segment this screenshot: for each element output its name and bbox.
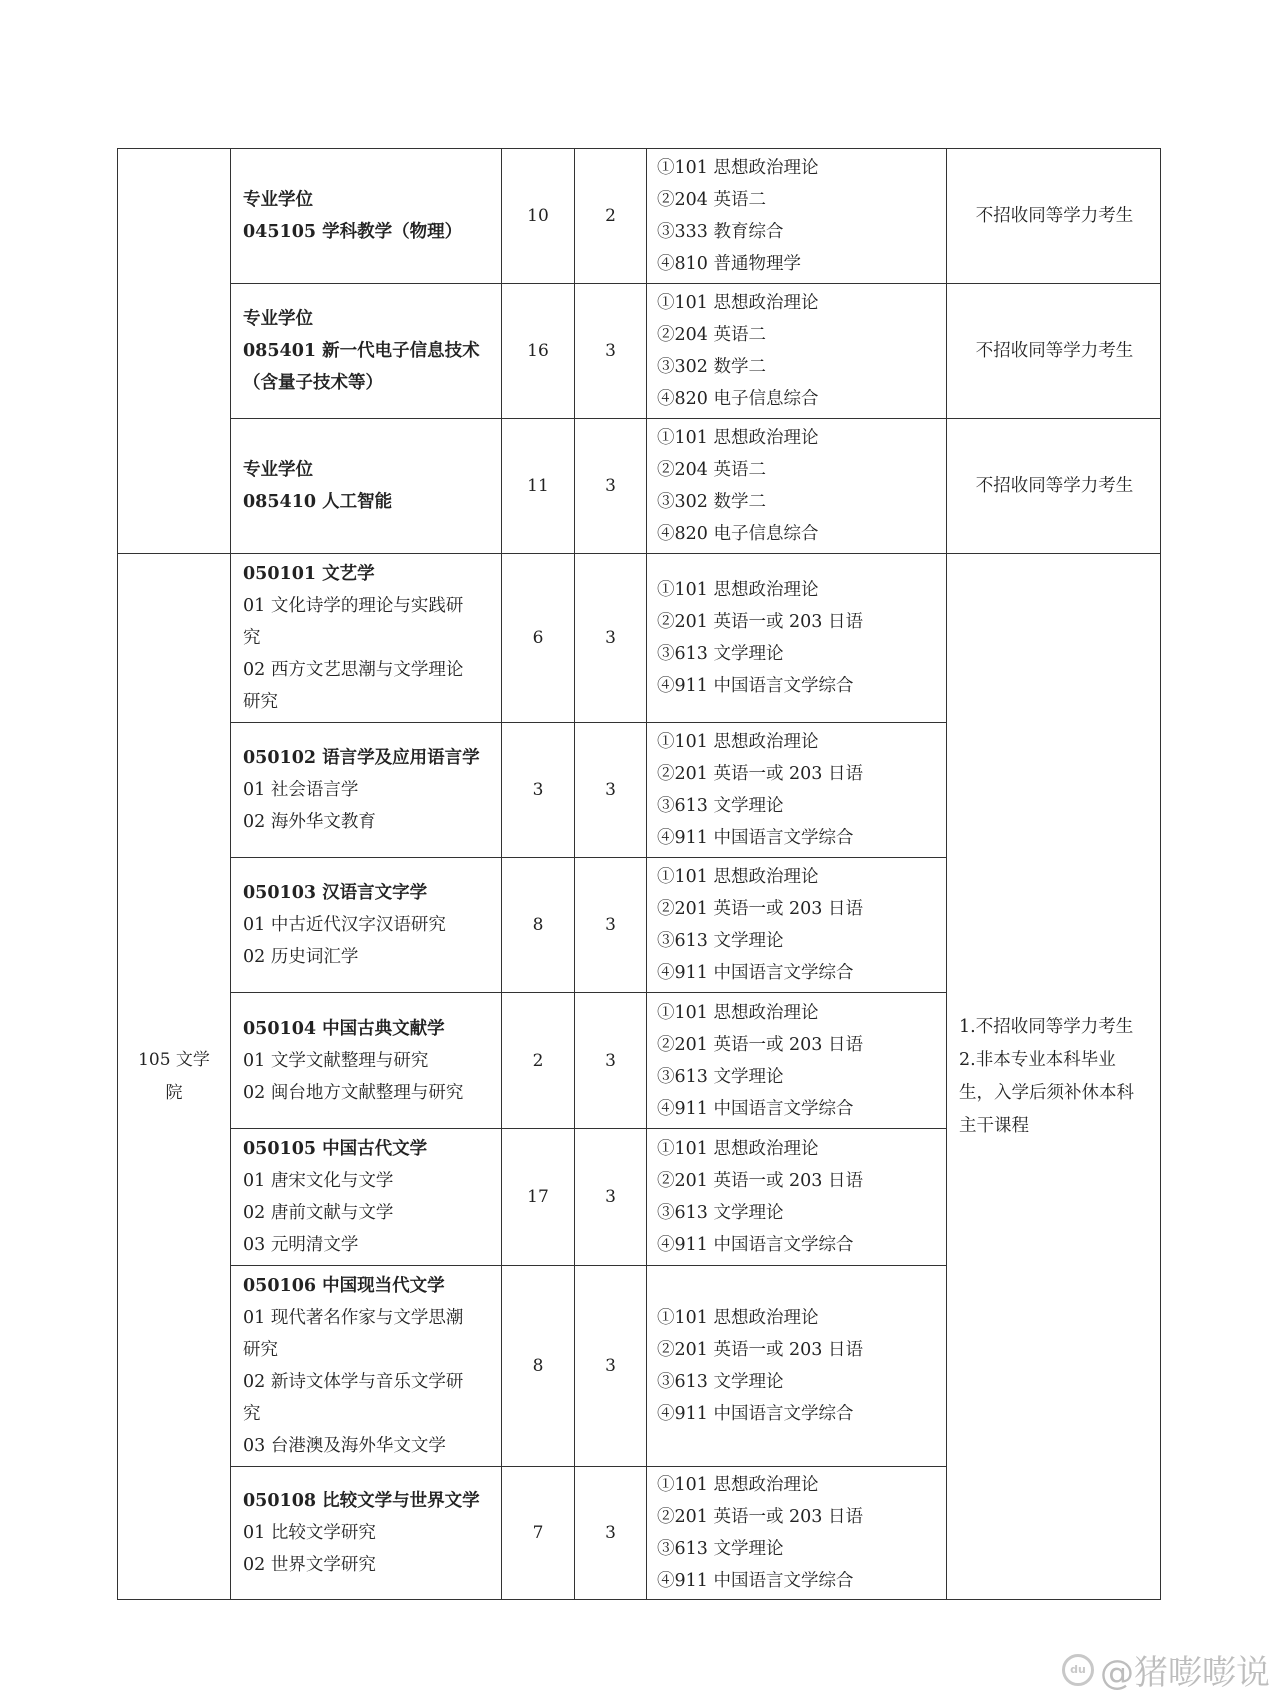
major-title: 085401 新一代电子信息技术	[243, 341, 480, 361]
exam-item: ②204 英语二	[657, 325, 766, 345]
direction-item: 01 现代著名作家与文学思潮	[243, 1308, 464, 1328]
direction-item: 究	[243, 628, 261, 648]
direction-item: 02 西方文艺思潮与文学理论	[243, 660, 464, 680]
exam-item: ①101 思想政治理论	[657, 293, 819, 313]
direction-item: 01 唐宋文化与文学	[243, 1171, 394, 1191]
major-title: 050101 文艺学	[243, 564, 375, 584]
major-title: 050102 语言学及应用语言学	[243, 748, 480, 768]
exam-subjects	[647, 1467, 947, 1600]
direction-item: 01 比较文学研究	[243, 1523, 376, 1543]
direction-item: 研究	[243, 692, 278, 712]
exam-item: ①101 思想政治理论	[657, 1475, 819, 1495]
enroll-count: 10	[502, 149, 575, 284]
direction-item: 03 元明清文学	[243, 1235, 359, 1255]
direction-item: 02 海外华文教育	[243, 812, 376, 832]
enroll-count: 8	[502, 1266, 575, 1467]
enroll-count: 17	[502, 1129, 575, 1266]
exam-item: ④911 中国语言文学综合	[657, 676, 854, 696]
enroll-count: 6	[502, 554, 575, 723]
exam-subjects	[647, 149, 947, 284]
exempt-count: 3	[575, 858, 647, 993]
note-line: 2.非本专业本科毕业	[959, 1049, 1116, 1070]
exam-item: ③613 文学理论	[657, 1066, 784, 1087]
enroll-count: 11	[502, 419, 575, 554]
note-cell: 不招收同等学力考生	[947, 149, 1161, 284]
exam-item: ①101 思想政治理论	[657, 1002, 819, 1023]
table-row	[118, 554, 1161, 723]
exempt-count: 3	[575, 554, 647, 723]
exam-item: ①101 思想政治理论	[657, 867, 819, 887]
exam-item: ③613 文学理论	[657, 1203, 784, 1223]
exempt-count: 2	[575, 149, 647, 284]
note-line: 1.不招收同等学力考生	[959, 1016, 1134, 1037]
exam-item: ③613 文学理论	[657, 1539, 784, 1559]
direction-item: 01 中古近代汉字汉语研究	[243, 915, 446, 935]
exam-item: ④810 普通物理学	[657, 254, 801, 274]
major-cell	[231, 723, 502, 858]
major-cell	[231, 1467, 502, 1600]
exam-item: ③302 数学二	[657, 492, 766, 512]
exempt-count: 3	[575, 723, 647, 858]
exempt-count: 3	[575, 993, 647, 1129]
exam-item: ③613 文学理论	[657, 931, 784, 951]
exam-item: ③302 数学二	[657, 357, 766, 377]
note-cell	[947, 554, 1161, 1600]
note-line: 主干课程	[959, 1115, 1029, 1136]
exam-item: ②204 英语二	[657, 190, 766, 210]
major-cell	[231, 554, 502, 723]
exempt-count: 3	[575, 1129, 647, 1266]
degree-type: 专业学位	[243, 309, 313, 329]
exam-item: ②201 英语一或 203 日语	[657, 612, 863, 632]
dept-name-line2: 院	[165, 1082, 183, 1103]
exam-item: ④911 中国语言文学综合	[657, 1571, 854, 1591]
major-title: 050108 比较文学与世界文学	[243, 1491, 480, 1511]
major-cell	[231, 149, 502, 284]
direction-item: 01 文学文献整理与研究	[243, 1050, 429, 1071]
exam-item: ④911 中国语言文学综合	[657, 1404, 854, 1424]
major-cell	[231, 419, 502, 554]
major-cell	[231, 1266, 502, 1467]
exam-item: ③613 文学理论	[657, 644, 784, 664]
enroll-count: 3	[502, 723, 575, 858]
direction-item: 02 新诗文体学与音乐文学研	[243, 1372, 464, 1392]
exam-item: ②204 英语二	[657, 460, 766, 480]
major-cell	[231, 284, 502, 419]
exam-subjects	[647, 723, 947, 858]
enroll-count: 8	[502, 858, 575, 993]
exempt-count: 3	[575, 284, 647, 419]
exam-item: ④911 中国语言文学综合	[657, 963, 854, 983]
exam-item: ④911 中国语言文学综合	[657, 1235, 854, 1255]
note-line: 生，入学后须补休本科	[959, 1082, 1134, 1103]
exam-item: ②201 英语一或 203 日语	[657, 899, 863, 919]
exam-subjects	[647, 993, 947, 1129]
admission-table	[117, 148, 1161, 1600]
watermark-text: @猪嘭嘭说	[1100, 1653, 1270, 1693]
major-subtitle: （含量子技术等）	[243, 373, 383, 393]
note-cell: 不招收同等学力考生	[947, 284, 1161, 419]
major-title: 050105 中国古代文学	[243, 1139, 428, 1159]
enroll-count: 16	[502, 284, 575, 419]
direction-item: 01 文化诗学的理论与实践研	[243, 596, 464, 616]
exam-item: ②201 英语一或 203 日语	[657, 1171, 863, 1191]
exam-item: ④911 中国语言文学综合	[657, 1098, 854, 1119]
major-title: 050103 汉语言文字学	[243, 883, 428, 903]
exam-item: ②201 英语一或 203 日语	[657, 764, 863, 784]
exam-subjects	[647, 858, 947, 993]
enroll-count: 7	[502, 1467, 575, 1600]
note-cell: 不招收同等学力考生	[947, 419, 1161, 554]
watermark	[1062, 1645, 1270, 1694]
major-cell	[231, 858, 502, 993]
direction-item: 02 唐前文献与文学	[243, 1203, 394, 1223]
exam-item: ④820 电子信息综合	[657, 524, 819, 544]
exam-subjects	[647, 1129, 947, 1266]
exam-item: ④820 电子信息综合	[657, 389, 819, 409]
exempt-count: 3	[575, 1467, 647, 1600]
dept-cell-top	[118, 149, 231, 554]
direction-item: 02 闽台地方文献整理与研究	[243, 1082, 464, 1103]
direction-item: 究	[243, 1404, 261, 1424]
dept-cell	[118, 554, 231, 1600]
exam-subjects	[647, 284, 947, 419]
degree-type: 专业学位	[243, 460, 313, 480]
exempt-count: 3	[575, 419, 647, 554]
exam-item: ②201 英语一或 203 日语	[657, 1340, 863, 1360]
major-cell	[231, 993, 502, 1129]
paw-icon: du	[1062, 1654, 1094, 1686]
direction-item: 研究	[243, 1340, 278, 1360]
exam-item: ③613 文学理论	[657, 796, 784, 816]
table-row	[118, 284, 1161, 419]
exam-item: ②201 英语一或 203 日语	[657, 1507, 863, 1527]
direction-item: 01 社会语言学	[243, 780, 359, 800]
major-cell	[231, 1129, 502, 1266]
table-row	[118, 419, 1161, 554]
direction-item: 02 世界文学研究	[243, 1555, 376, 1575]
exam-item: ③333 教育综合	[657, 222, 784, 242]
direction-item: 02 历史词汇学	[243, 947, 359, 967]
exam-item: ④911 中国语言文学综合	[657, 828, 854, 848]
exam-item: ③613 文学理论	[657, 1372, 784, 1392]
direction-item: 03 台港澳及海外华文文学	[243, 1436, 446, 1456]
exam-item: ①101 思想政治理论	[657, 732, 819, 752]
exempt-count: 3	[575, 1266, 647, 1467]
enroll-count: 2	[502, 993, 575, 1129]
exam-item: ①101 思想政治理论	[657, 1308, 819, 1328]
exam-item: ①101 思想政治理论	[657, 428, 819, 448]
exam-item: ①101 思想政治理论	[657, 158, 819, 178]
degree-type: 专业学位	[243, 190, 313, 210]
major-title: 045105 学科教学（物理）	[243, 222, 463, 242]
exam-subjects	[647, 1266, 947, 1467]
major-title: 050106 中国现当代文学	[243, 1276, 445, 1296]
exam-subjects	[647, 554, 947, 723]
table-row	[118, 149, 1161, 284]
exam-subjects	[647, 419, 947, 554]
major-title: 085410 人工智能	[243, 492, 393, 512]
exam-item: ①101 思想政治理论	[657, 580, 819, 600]
exam-item: ①101 思想政治理论	[657, 1139, 819, 1159]
dept-name-line1: 105 文学	[138, 1049, 210, 1070]
major-title: 050104 中国古典文献学	[243, 1018, 445, 1039]
exam-item: ②201 英语一或 203 日语	[657, 1034, 863, 1055]
